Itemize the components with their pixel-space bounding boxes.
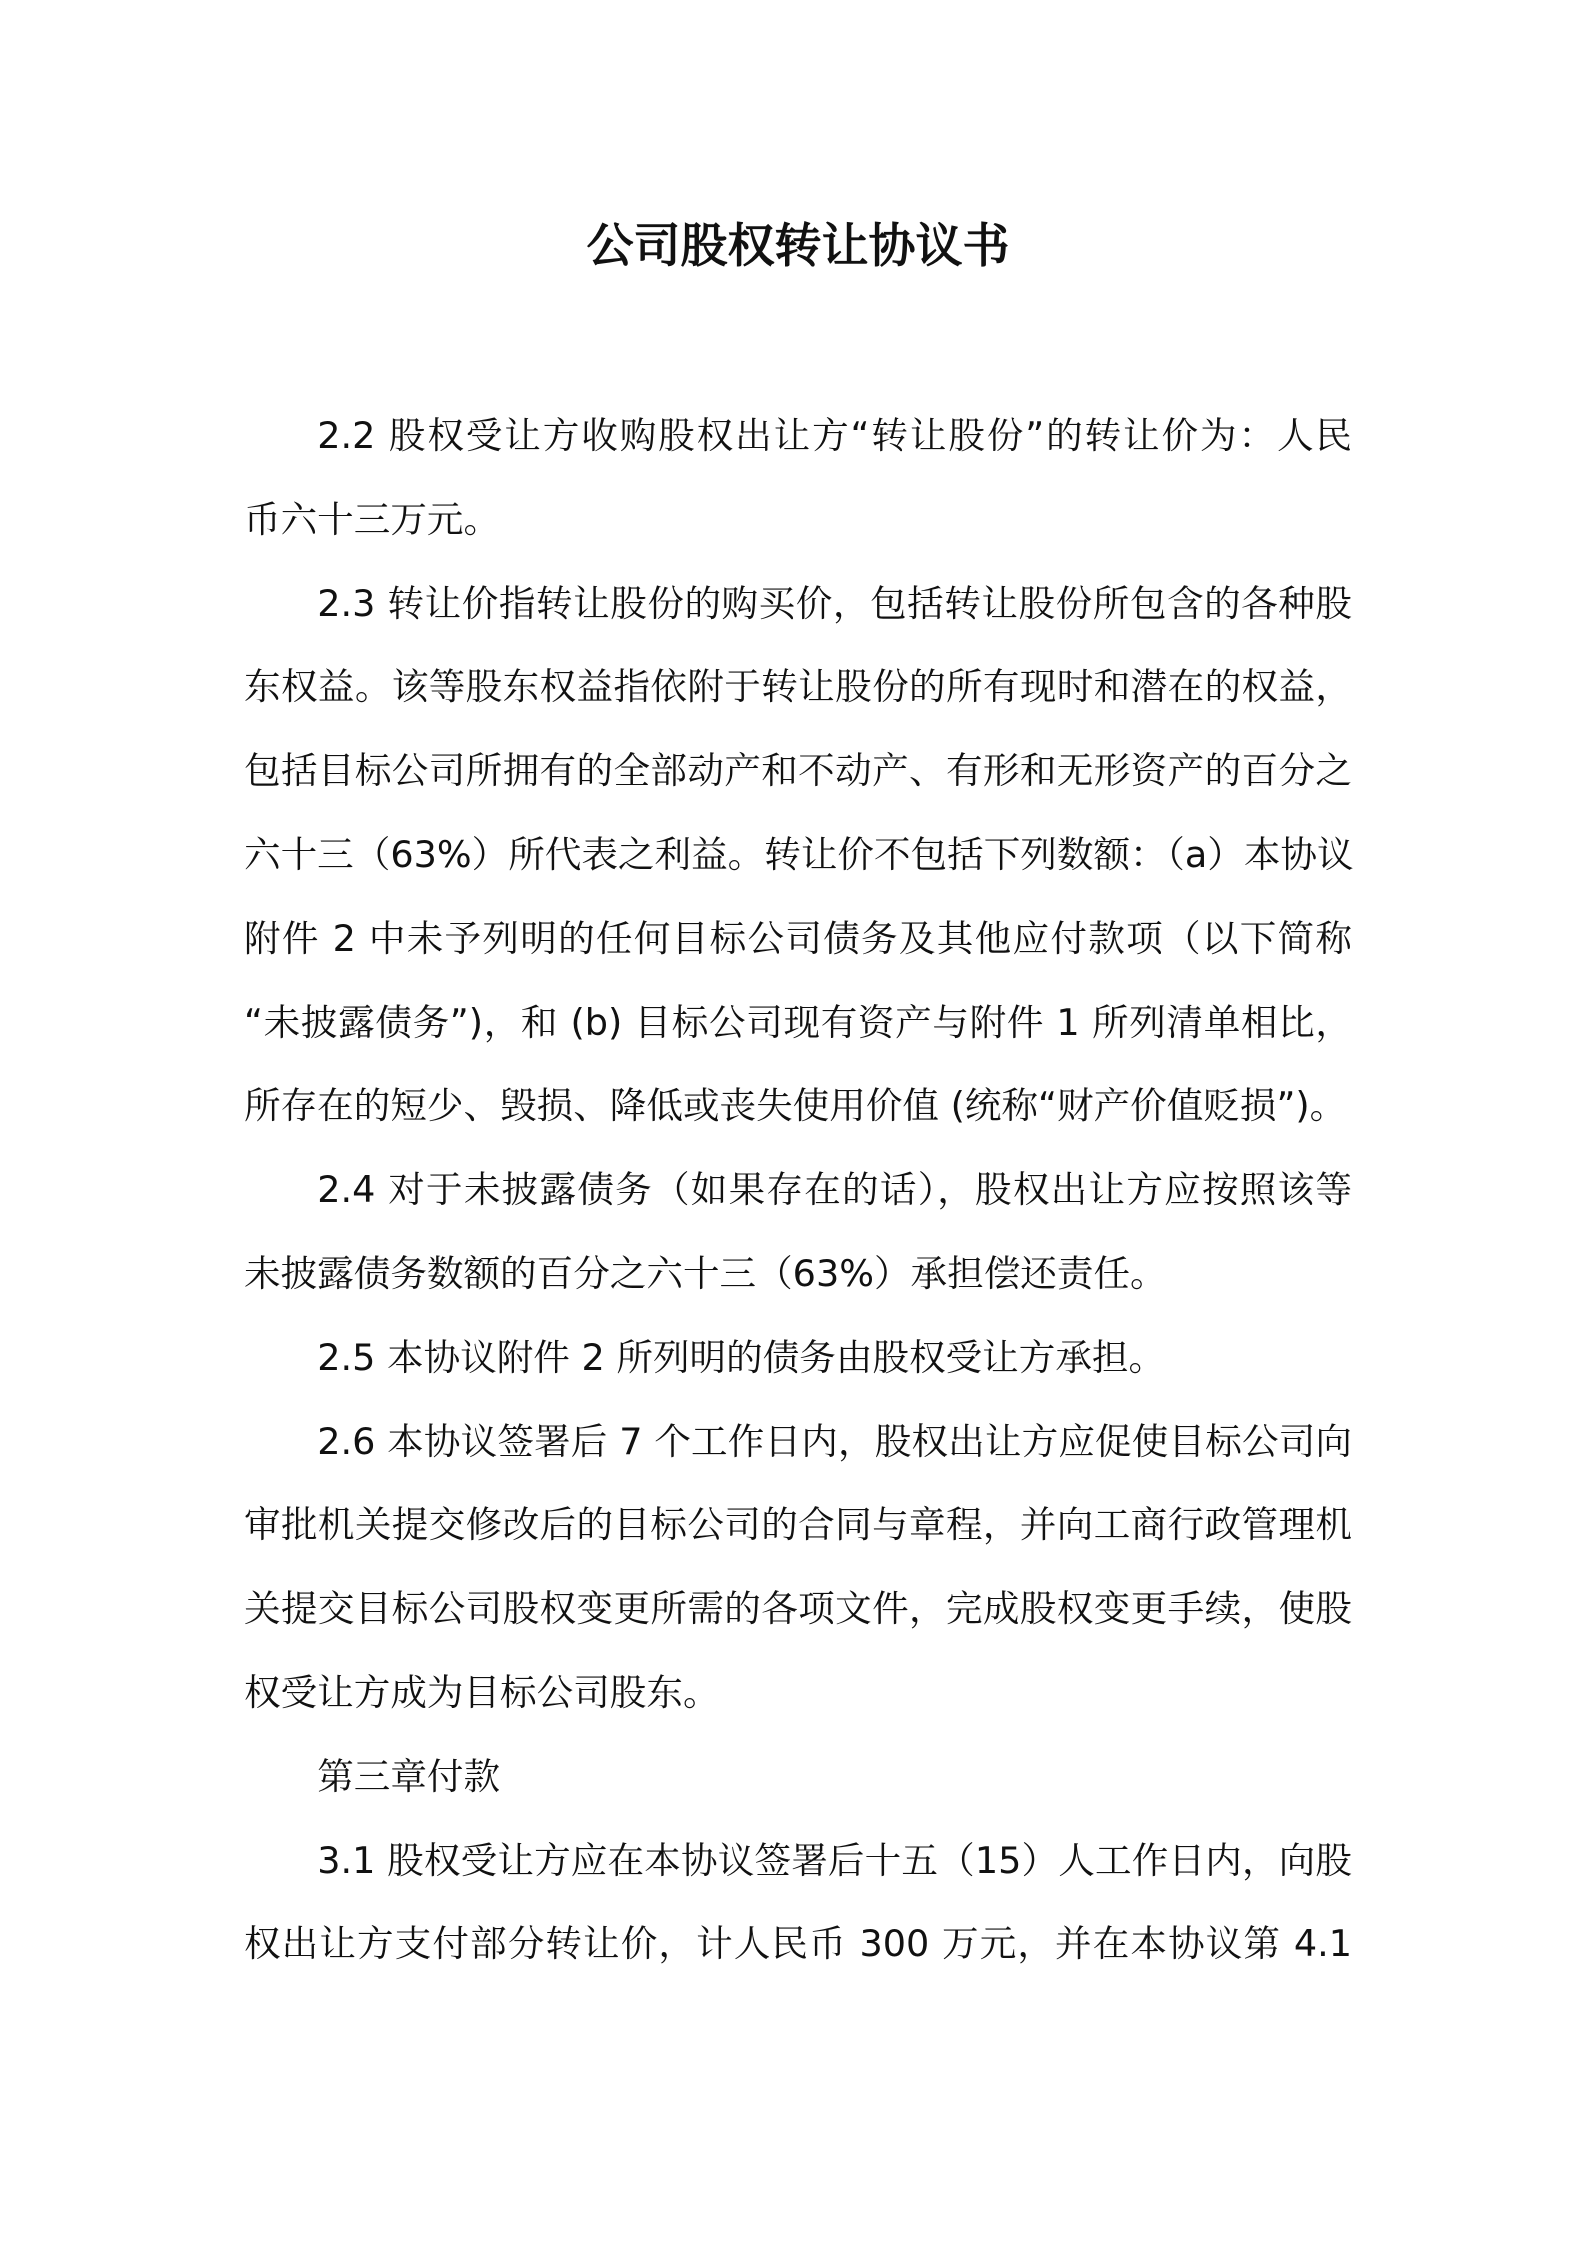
clause-2-4 bbox=[244, 1148, 1352, 1316]
text-line: 2.3 转让价指转让股份的购买价，包括转让股份所包含的各种股 bbox=[317, 581, 1352, 625]
text-line: 2.5 本协议附件 2 所列明的债务由股权受让方承担。 bbox=[317, 1335, 1166, 1379]
document-body bbox=[244, 394, 1352, 1986]
chapter-heading-text: 第三章付款 bbox=[317, 1754, 501, 1798]
text-line: 所存在的短少、毁损、降低或丧失使用价值 (统称“财产价值贬损”)。 bbox=[244, 1084, 1347, 1128]
chapter-heading bbox=[244, 1735, 1352, 1819]
text-line: 六十三（63%）所代表之利益。转让价不包括下列数额：（a）本协议 bbox=[244, 832, 1354, 876]
text-line: 未披露债务数额的百分之六十三（63%）承担偿还责任。 bbox=[244, 1251, 1167, 1295]
text-line: 2.2 股权受让方收购股权出让方“转让股份”的转让价为：人民 bbox=[317, 414, 1352, 457]
text-line: 东权益。该等股东权益指依附于转让股份的所有现时和潜在的权益， bbox=[244, 665, 1352, 709]
text-line: 权出让方支付部分转让价，计人民币 300 万元，并在本协议第 4.1 bbox=[244, 1922, 1352, 1966]
clause-2-3 bbox=[244, 562, 1352, 1149]
text-line: 币六十三万元。 bbox=[244, 497, 501, 541]
text-line: “未披露债务”)，和 (b) 目标公司现有资产与附件 1 所列清单相比， bbox=[244, 1000, 1352, 1044]
text-line: 2.4 对于未披露债务（如果存在的话），股权出让方应按照该等 bbox=[317, 1168, 1352, 1212]
text-line: 2.6 本协议签署后 7 个工作日内，股权出让方应促使目标公司向 bbox=[317, 1419, 1352, 1463]
clause-2-2 bbox=[244, 394, 1352, 562]
text-line: 附件 2 中未予列明的任何目标公司债务及其他应付款项（以下简称 bbox=[244, 916, 1352, 960]
clause-2-6 bbox=[244, 1400, 1352, 1735]
document-title: 公司股权转让协议书 bbox=[586, 219, 1010, 274]
text-line: 3.1 股权受让方应在本协议签署后十五（15）人工作日内，向股 bbox=[317, 1838, 1352, 1882]
text-line: 包括目标公司所拥有的全部动产和不动产、有形和无形资产的百分之 bbox=[244, 749, 1352, 793]
text-line: 关提交目标公司股权变更所需的各项文件，完成股权变更手续，使股 bbox=[244, 1587, 1352, 1631]
text-line: 审批机关提交修改后的目标公司的合同与章程，并向工商行政管理机 bbox=[244, 1503, 1352, 1547]
clause-2-5 bbox=[244, 1316, 1352, 1400]
text-line: 权受让方成为目标公司股东。 bbox=[244, 1670, 720, 1714]
clause-3-1 bbox=[244, 1819, 1352, 1987]
